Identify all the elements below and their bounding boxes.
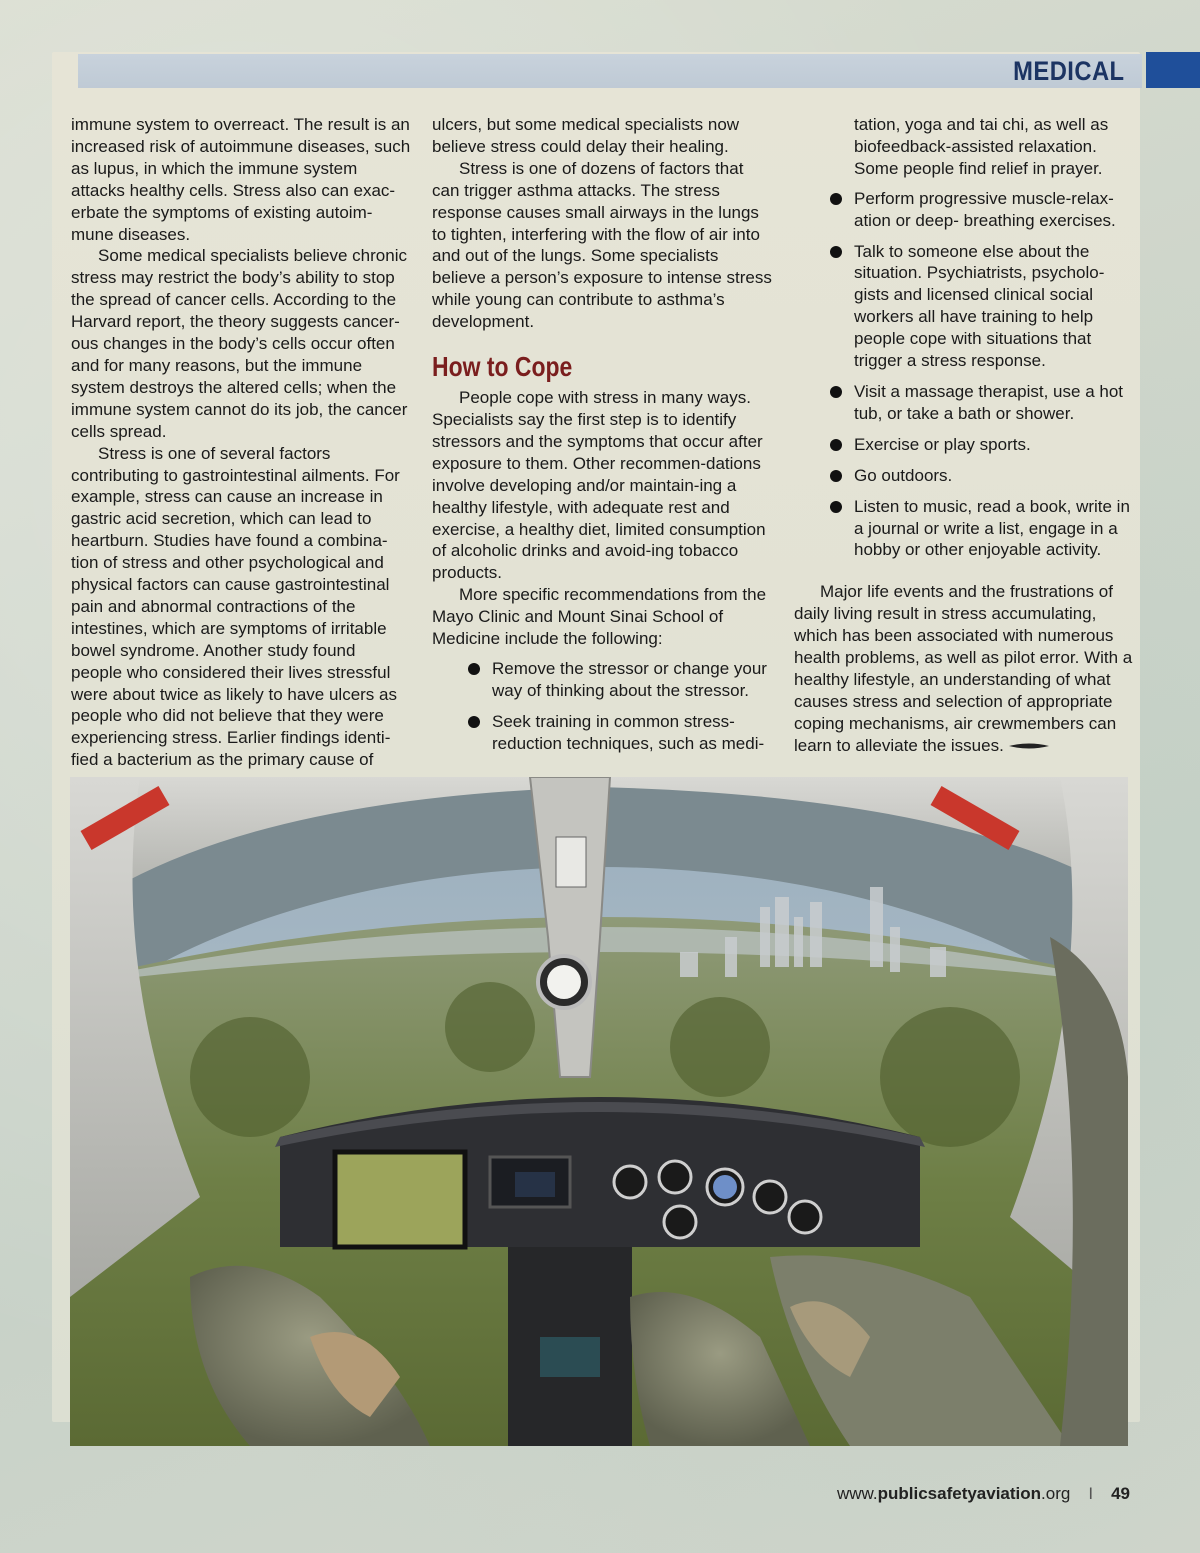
paragraph: immune system to overreact. The result is an increased risk of autoimmune diseases, such as lupus, in which the immune system attacks healthy cells. Stress also can exac-erbate the symptoms of existing autoim-mune diseases. — [71, 115, 411, 244]
closing-paragraph: Major life events and the frustrations of daily living result in stress accumulating, which has been associated with numerous health problems, as well as pilot error. With a healthy lifestyle, an understanding of what causes stress and selection of appropriate coping mechanisms, air crewmembers can learn to alleviate the issues. — [794, 582, 1133, 755]
bullet-icon — [468, 663, 480, 675]
paragraph: Some medical specialists believe chronic stress may restrict the body’s ability to stop the spread of cancer cells. According to the Harvard report, the theory suggests cancer-ous changes in the body’s cells occur often and for many reasons, but the immune system destroys the altered cells; when the immune system cannot do its job, the cancer cells spread. — [71, 246, 408, 441]
paragraph: People cope with stress in many ways. Specialists say the first step is to identify stressors and the symptoms that occur after exposure to them. Other recommen-dations involve developing and/or maintain-ing a healthy lifestyle, with adequate rest and exercise, a healthy diet, limited consumption of alcoholic drinks and avoid-ing tobacco products. — [432, 388, 766, 583]
site-url[interactable]: www.publicsafetyaviation.org — [836, 1484, 1071, 1503]
bullet-icon — [830, 439, 842, 451]
bullet-icon — [830, 501, 842, 513]
column-1 — [71, 114, 411, 771]
list-item: Perform progressive muscle-relax-ation or deep- breathing exercises. — [794, 188, 1134, 232]
end-of-article-icon — [1009, 742, 1049, 750]
bullet-icon — [468, 716, 480, 728]
subheading: How to Cope — [432, 351, 573, 383]
list-item: Listen to music, read a book, write in a journal or write a list, engage in a hobby or other enjoyable activity. — [794, 496, 1134, 562]
page-number: 49 — [1111, 1484, 1130, 1503]
bullet-icon — [830, 386, 842, 398]
column-3 — [794, 114, 1134, 757]
bullet-icon — [830, 470, 842, 482]
list-item: Seek training in common stress-reduction techniques, such as medi- — [432, 711, 772, 755]
list-item: Remove the stressor or change your way of thinking about the stressor. — [432, 658, 772, 702]
bullet-list — [794, 188, 1134, 562]
column-2 — [432, 114, 772, 764]
list-item: Visit a massage therapist, use a hot tub, or take a bath or shower. — [794, 381, 1134, 425]
list-item: Go outdoors. — [794, 465, 1134, 487]
page-footer — [837, 1484, 1130, 1504]
bullet-icon — [830, 246, 842, 258]
bullet-icon — [830, 193, 842, 205]
cockpit-photo — [70, 777, 1128, 1446]
section-tab — [1146, 52, 1200, 88]
header-bar — [78, 54, 1142, 88]
section-title: MEDICAL — [1012, 56, 1124, 86]
footer-separator: I — [1088, 1484, 1094, 1503]
list-item: Exercise or play sports. — [794, 434, 1134, 456]
paragraph: tation, yoga and tai chi, as well as biofeedback-assisted relaxation. Some people find relief in prayer. — [854, 115, 1109, 178]
bullet-list — [432, 658, 772, 755]
paragraph: ulcers, but some medical specialists now believe stress could delay their healing. — [432, 115, 740, 156]
paragraph: Stress is one of dozens of factors that can trigger asthma attacks. The stress response causes small airways in the lungs to tighten, interfering with the flow of air into and out of the lungs. Some specialists believe a person’s exposure to intense stress while young can contribute to asthma’s development. — [432, 158, 772, 332]
list-item: Talk to someone else about the situation. Psychiatrists, psycholo-gists and licensed clinical social workers all have training to help people cope with situations that trigger a stress response. — [794, 241, 1134, 372]
paragraph: More specific recommendations from the Mayo Clinic and Mount Sinai School of Medicine include the following: — [432, 585, 767, 649]
helicopter-cockpit-photo — [70, 777, 1128, 1446]
paragraph: Stress is one of several factors contributing to gastrointestinal ailments. For example, stress can cause an increase in gastric acid secretion, which can lead to heartburn. Studies have found a combina-tion of stress and other psychological and physical factors can cause gastrointestinal pain and abnormal contractions of the intestines, which are symptoms of irritable bowel syndrome. Another study found people who considered their lives stressful were about twice as likely to have ulcers as people who did not believe that they were experiencing stress. Earlier findings identi-fied a bacterium as the primary cause of — [71, 443, 400, 770]
